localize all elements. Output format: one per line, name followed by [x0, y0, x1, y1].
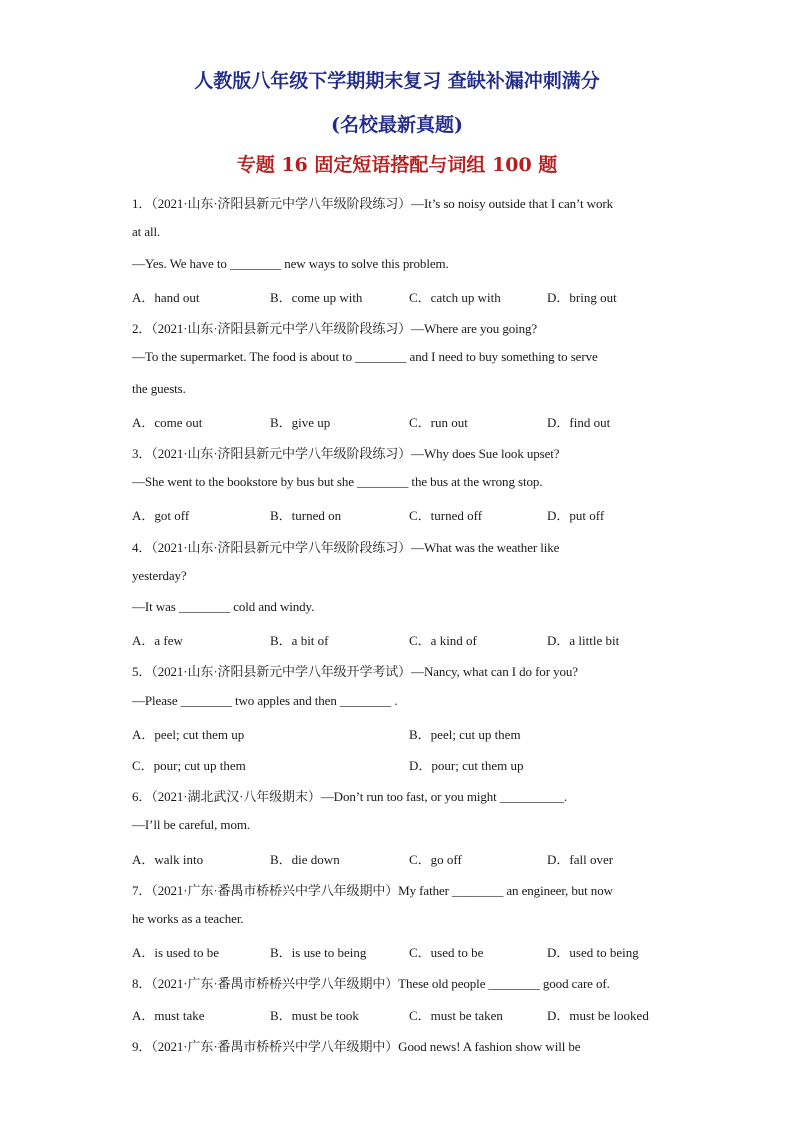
question-2-reply: —To the supermarket. The food is about to ________ and I need to buy something to serve	[132, 349, 598, 364]
document-subtitle: (名校最新真题)	[331, 114, 463, 136]
question-5-option-c[interactable]: C．pour; cut up them	[132, 758, 246, 773]
question-6-reply: —I’ll be careful, mom.	[132, 817, 251, 832]
question-7-text-cont: he works as a teacher.	[132, 911, 244, 926]
question-1-option-a[interactable]: A．hand out	[132, 290, 200, 305]
question-4-reply: —It was ________ cold and windy.	[132, 599, 315, 614]
question-2-option-b[interactable]: B．give up	[270, 415, 331, 430]
question-7-option-a[interactable]: A．is used to be	[132, 945, 220, 960]
document-title: 人教版八年级下学期期末复习 查缺补漏冲刺满分	[194, 70, 600, 92]
question-4-option-b[interactable]: B．a bit of	[270, 633, 329, 648]
question-3-text: 3．（2021·山东·济阳县新元中学八年级阶段练习）—Why does Sue look upset?	[132, 446, 560, 461]
question-6-option-a[interactable]: A．walk into	[132, 852, 204, 867]
question-8-option-d[interactable]: D．must be looked	[547, 1008, 649, 1023]
question-3-option-c[interactable]: C．turned off	[409, 508, 483, 523]
question-4-text: 4．（2021·山东·济阳县新元中学八年级阶段练习）—What was the weather like	[132, 540, 560, 555]
question-1-text-cont: at all.	[132, 224, 161, 239]
question-5-option-d[interactable]: D．pour; cut them up	[409, 758, 524, 773]
question-3-reply: —She went to the bookstore by bus but she ________ the bus at the wrong stop.	[132, 474, 543, 489]
question-8-option-a[interactable]: A．must take	[132, 1008, 205, 1023]
question-5-text: 5．（2021·山东·济阳县新元中学八年级开学考试）—Nancy, what can I do for you?	[132, 664, 578, 679]
question-5-option-b[interactable]: B．peel; cut up them	[409, 727, 521, 742]
question-3-option-a[interactable]: A．got off	[132, 508, 190, 523]
question-6-option-c[interactable]: C．go off	[409, 852, 462, 867]
question-2-option-a[interactable]: A．come out	[132, 415, 203, 430]
question-6-option-b[interactable]: B．die down	[270, 852, 340, 867]
question-8-option-c[interactable]: C．must be taken	[409, 1008, 503, 1023]
question-1-reply: —Yes. We have to ________ new ways to solve this problem.	[132, 256, 449, 271]
question-5-option-a[interactable]: A．peel; cut them up	[132, 727, 245, 742]
question-9-text: 9．（2021·广东·番禺市桥桥兴中学八年级期中）Good news! A fashion show will be	[132, 1039, 581, 1054]
question-7-option-c[interactable]: C．used to be	[409, 945, 484, 960]
question-3-option-d[interactable]: D．put off	[547, 508, 605, 523]
question-7-option-b[interactable]: B．is use to being	[270, 945, 367, 960]
question-8-option-b[interactable]: B．must be took	[270, 1008, 359, 1023]
question-5-reply: —Please ________ two apples and then ________ .	[132, 693, 398, 708]
question-1-option-b[interactable]: B．come up with	[270, 290, 363, 305]
question-2-option-c[interactable]: C．run out	[409, 415, 468, 430]
question-4-option-a[interactable]: A．a few	[132, 633, 183, 648]
question-1-text: 1．（2021·山东·济阳县新元中学八年级阶段练习）—It’s so noisy outside that I can’t work	[132, 196, 613, 211]
question-6-text: 6．（2021·湖北武汉·八年级期末）—Don’t run too fast, or you might __________.	[132, 789, 567, 804]
question-4-option-d[interactable]: D．a little bit	[547, 633, 620, 648]
question-7-option-d[interactable]: D．used to being	[547, 945, 639, 960]
question-6-option-d[interactable]: D．fall over	[547, 852, 614, 867]
question-1-option-c[interactable]: C．catch up with	[409, 290, 501, 305]
question-4-option-c[interactable]: C．a kind of	[409, 633, 477, 648]
question-2-reply-cont: the guests.	[132, 381, 186, 396]
question-1-option-d[interactable]: D．bring out	[547, 290, 617, 305]
question-8-text: 8．（2021·广东·番禺市桥桥兴中学八年级期中）These old people ________ good care of.	[132, 976, 610, 991]
question-2-option-d[interactable]: D．find out	[547, 415, 611, 430]
question-3-option-b[interactable]: B．turned on	[270, 508, 342, 523]
question-7-text: 7．（2021·广东·番禺市桥桥兴中学八年级期中）My father ________ an engineer, but now	[132, 883, 613, 898]
topic-title: 专题 16 固定短语搭配与词组 100 题	[236, 154, 558, 176]
question-4-text-cont: yesterday?	[132, 568, 187, 583]
question-2-text: 2．（2021·山东·济阳县新元中学八年级阶段练习）—Where are you going?	[132, 321, 538, 336]
